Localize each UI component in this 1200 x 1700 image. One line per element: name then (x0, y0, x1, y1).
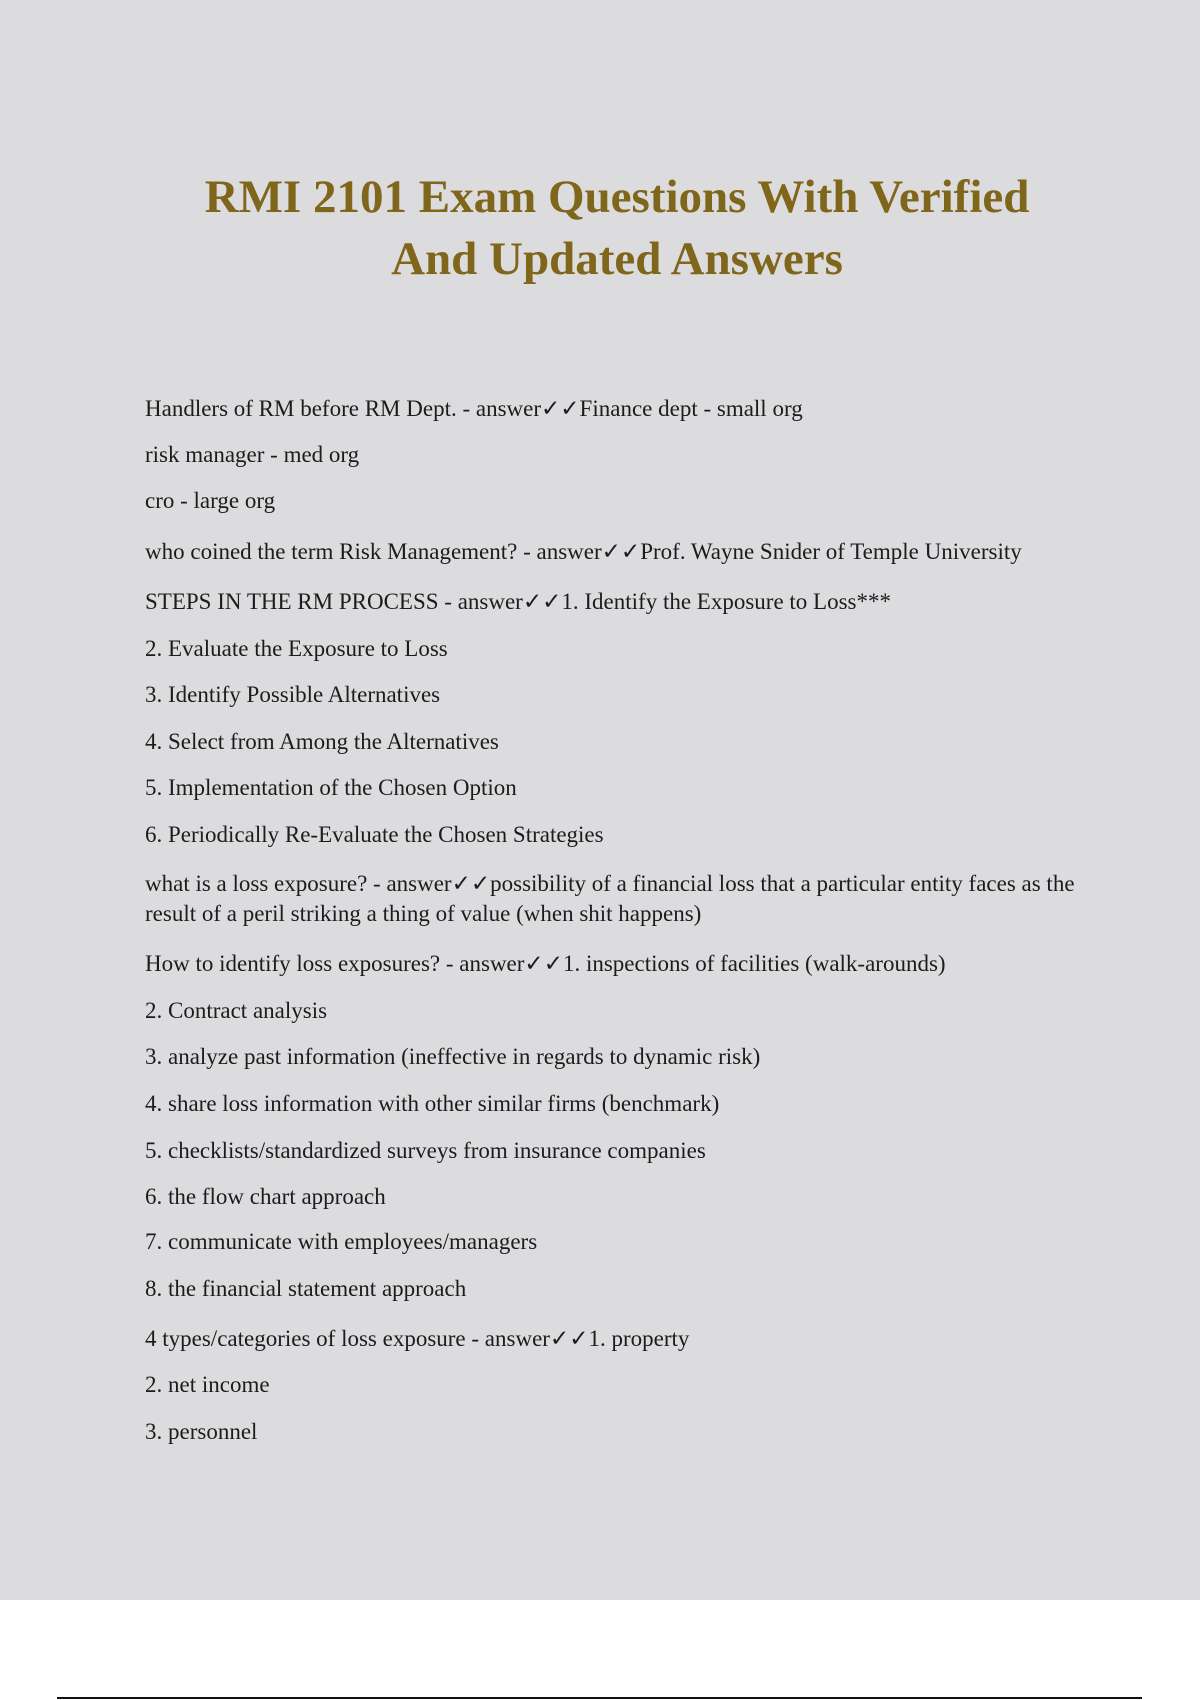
qa-line-6: 2. Evaluate the Exposure to Loss (145, 636, 448, 661)
qa-line-21: 2. net income (145, 1372, 270, 1397)
qa-line-4: who coined the term Risk Management? - answer✓✓Prof. Wayne Snider of Temple University (145, 539, 1022, 564)
qa-line-3: cro - large org (145, 488, 276, 513)
qa-line-13: 2. Contract analysis (145, 998, 328, 1023)
qa-line-19: 8. the financial statement approach (145, 1276, 467, 1301)
qa-line-9: 5. Implementation of the Chosen Option (145, 775, 517, 800)
qa-line-22: 3. personnel (145, 1419, 258, 1444)
qa-line-11: what is a loss exposure? - answer✓✓possibility of a financial loss that a particular entity faces as the result of a peril striking a thing of value (when shit happens) (145, 871, 1075, 926)
qa-line-7: 3. Identify Possible Alternatives (145, 682, 441, 707)
qa-line-16: 5. checklists/standardized surveys from insurance companies (145, 1138, 706, 1163)
qa-line-5: STEPS IN THE RM PROCESS - answer✓✓1. Identify the Exposure to Loss*** (145, 589, 891, 614)
qa-line-14: 3. analyze past information (ineffective in regards to dynamic risk) (145, 1044, 761, 1069)
title-line-2: And Updated Answers (391, 233, 843, 285)
qa-line-8: 4. Select from Among the Alternatives (145, 729, 499, 754)
qa-line-17: 6. the flow chart approach (145, 1184, 386, 1209)
title-line-1: RMI 2101 Exam Questions With Verified (204, 171, 1030, 223)
qa-line-20: 4 types/categories of loss exposure - answer✓✓1. property (145, 1326, 690, 1351)
qa-line-18: 7. communicate with employees/managers (145, 1229, 538, 1254)
document-title (0, 166, 1200, 290)
qa-line-2: risk manager - med org (145, 442, 360, 467)
qa-line-10: 6. Periodically Re-Evaluate the Chosen Strategies (145, 822, 604, 847)
qa-line-1: Handlers of RM before RM Dept. - answer✓✓Finance dept - small org (145, 396, 803, 421)
qa-line-12: How to identify loss exposures? - answer✓✓1. inspections of facilities (walk-arounds) (145, 951, 946, 976)
footer-divider (57, 1697, 1142, 1699)
qa-line-15: 4. share loss information with other similar firms (benchmark) (145, 1091, 720, 1116)
